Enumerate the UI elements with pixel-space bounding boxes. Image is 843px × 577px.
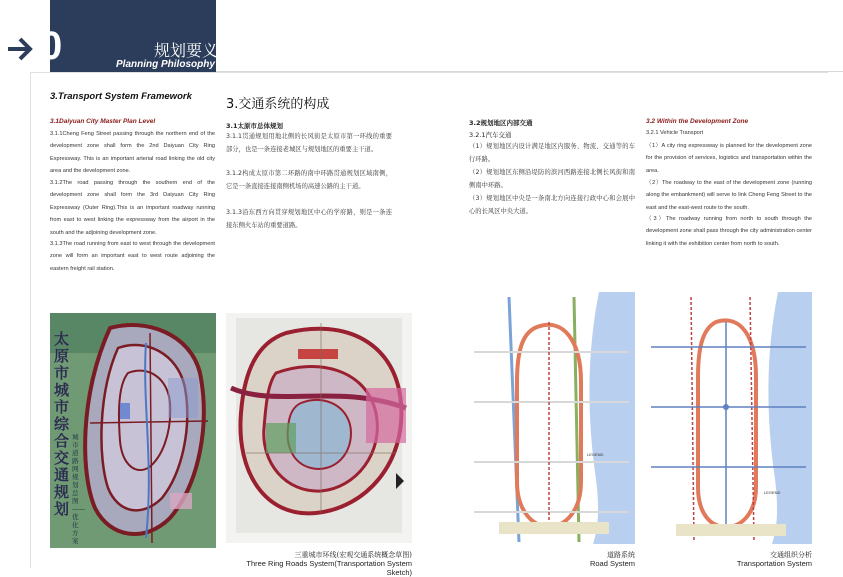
page-title-cn: 规划要义 — [154, 41, 219, 60]
section-number: 0 — [40, 24, 63, 68]
col3-paragraph-1: （1）规划地区内设计满足地区内服务、物流、交通等的车行环路。 — [469, 143, 635, 163]
col4-subheading-2: 3.2.1 Vehicle Transport — [646, 130, 704, 136]
col2-paragraph-1: 3.1.1贯通规划用地北侧的长风街是太原市第一环线的重要部分，也是一条连接老城区与规划地区的重要主干道。 — [226, 133, 392, 153]
col1-subheading: 3.1Daiyuan City Master Plan Level — [50, 118, 156, 125]
city-plan-map — [50, 313, 216, 548]
transportation-system-drawing — [646, 292, 812, 544]
col3-subheading-2: 3.2.1汽车交通 — [469, 131, 512, 139]
transportation-system-map — [646, 292, 812, 544]
three-ring-caption-en: Three Ring Roads System(Transportation System Sketch) — [246, 559, 412, 577]
col4-paragraph-2: （2）The roadway to the east of the development zone (running along the embankment) will serve to link Cheng Feng Street to the east and the east-west route to the south. — [646, 180, 812, 211]
col2-subheading: 3.1太原市总体规划 — [226, 122, 284, 130]
three-ring-roads-drawing — [226, 313, 412, 543]
road-system-caption-en: Road System — [589, 559, 635, 568]
col3-paragraph-3: （3）规划地区中央是一条南北方向连接行政中心和会展中心的长风区中央大道。 — [469, 195, 635, 215]
road-system-caption-cn: 道路系统 — [607, 551, 635, 559]
col1-paragraph-3: 3.1.3The road running from east to west through the development zone will form an important east to west route adjoining the eastern freight rail station. — [50, 241, 215, 272]
city-plan-vertical-title: 太原市城市综合交通规划 — [54, 330, 70, 518]
col2-paragraph-2: 3.1.2构成太原市第二环路的南中环路贯通规划区域南侧，它是一条直接连接南侧机场的高速公路的主干道。 — [226, 170, 392, 190]
col1-heading: 3.Transport System Framework — [50, 91, 192, 102]
col2-heading: 3.交通系统的构成 — [226, 97, 330, 112]
road-system-map — [469, 292, 635, 544]
col3-paragraph-2: （2）规划地区东侧沿堤防的滨河西路连接北侧长风街和南侧南中环路。 — [469, 169, 635, 189]
transportation-caption-cn: 交通组织分析 — [770, 551, 812, 559]
page-title-en: Planning Philosophy — [116, 59, 215, 70]
col4-paragraph-3: （3）The roadway running from north to south through the development zone shall pass through the city administration center linking it with the exhibition center from north to south. — [646, 216, 812, 247]
arrow-right-icon — [6, 34, 36, 64]
transportation-legend-title: LEGEND — [764, 490, 781, 495]
col4-paragraph-1: （1）A city ring expressway is planned for the development zone for the provision of services, logistics and transportation within the area. — [646, 143, 812, 174]
col4-subheading: 3.2 Within the Development Zone — [646, 118, 749, 125]
col1-paragraph-1: 3.1.1Cheng Feng Street passing through the northern end of the development zone shall form the 2nd Daiyuan City Ring Expressway. This is an important arterial road linking the old city area and the development zone. — [50, 131, 215, 175]
col1-paragraph-2: 3.1.2The road passing through the southern end of the development zone shall form the 3rd Daiyuan City Ring Expressway (Outer Ring).This is an important roadway running from east to west linking the expressway from the airport in the south and the adjoining development zone. — [50, 180, 215, 236]
road-system-legend-title: LEGEND — [587, 452, 604, 457]
transportation-caption-en: Transportation System — [736, 559, 812, 568]
col3-subheading: 3.2规划地区内部交通 — [469, 119, 533, 127]
three-ring-roads-map — [226, 313, 412, 543]
city-plan-vertical-subtitle: 城市道路网规划总图——优化方案 — [72, 433, 85, 545]
road-system-drawing — [469, 292, 635, 544]
three-ring-caption-cn: 三重城市环线(宏观交通系统概念草图) — [294, 551, 412, 559]
col2-paragraph-3: 3.1.3沿东西方向贯穿规划地区中心的学府路，则是一条连接东侧火车站的重要道路。 — [226, 209, 392, 229]
